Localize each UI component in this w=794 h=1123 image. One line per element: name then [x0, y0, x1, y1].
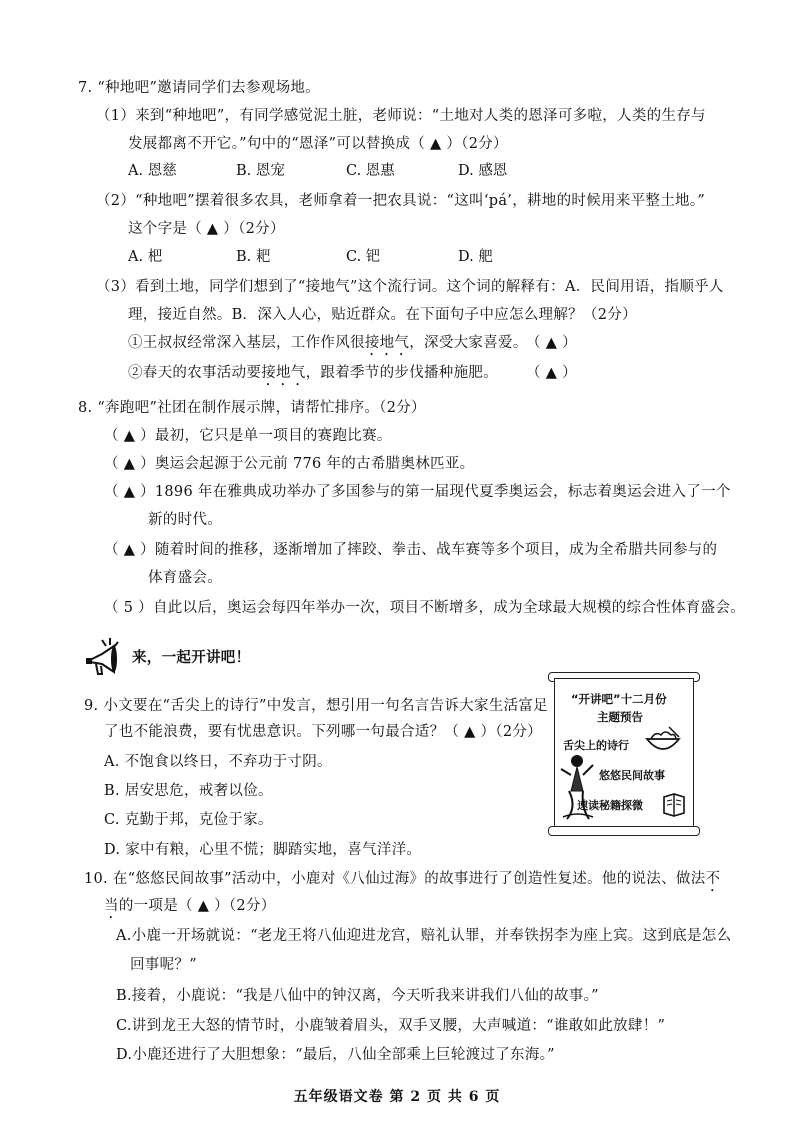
q10-option-a-line2: 回事呢？” — [130, 957, 197, 973]
section-heading: 来，一起开讲吧！ — [132, 650, 251, 666]
q7-sub3-line2: 理，接近自然。B．深入人心，贴近群众。在下面句子中应怎么理解？（2分） — [128, 307, 637, 323]
q7-sub3-answer1: （ ▲ ） — [526, 335, 577, 351]
page-footer: 五年级语文卷 第 2 页 共 6 页 — [293, 1089, 501, 1105]
q9-line1: 9. 小文要在“舌尖上的诗行”中发言，想引用一句名言告诉大家生活富足 — [84, 698, 548, 714]
q8-item1: （ ▲ ）最初，它只是单一项目的赛跑比赛。 — [104, 428, 392, 444]
term-jiediqi: 接地气 — [364, 335, 410, 351]
bowl-icon — [645, 725, 681, 757]
q7-sub2-line1: （2）“种地吧”摆着很多农具，老师拿着一把农具说：“这叫‘pá’，耕地的时候用来平整土地。” — [96, 193, 706, 209]
poster-topic1: 舌尖上的诗行 — [563, 739, 629, 752]
megaphone-icon — [84, 636, 128, 680]
poster-title: “开讲吧”十二月份 — [571, 692, 667, 706]
term-jiediqi: 接地气 — [261, 365, 306, 381]
option-b: B. 耙 — [236, 249, 271, 265]
q7-title: 7. “种地吧”邀请同学们去参观场地。 — [78, 80, 320, 96]
poster-subtitle: 主题预告 — [597, 710, 643, 724]
poster — [554, 678, 694, 832]
q7-sub2-line2: 这个字是（ ▲ ）（2分） — [128, 221, 285, 237]
q7-sub3-answer2: （ ▲ ） — [526, 365, 577, 381]
q10-option-d: D.小鹿还进行了大胆想象：“最后，八仙全部乘上巨轮渡过了东海。” — [116, 1047, 555, 1063]
q7-sub1-line2: 发展都离不开它。”句中的“恩泽”可以替换成（ ▲ ）（2分） — [128, 136, 508, 152]
q7-sub1-line1: （1）来到“种地吧”，有同学感觉泥土脏，老师说：“土地对人类的恩泽可多啦，人类的生存与 — [96, 108, 706, 124]
q7-sub3-sentence2: ②春天的农事活动要接地气，跟着季节的步伐播种施肥。 — [128, 365, 499, 381]
poster-roll-bottom — [548, 826, 700, 836]
option-b: B. 恩宠 — [236, 163, 285, 179]
emphasis-bu: 不 — [705, 871, 721, 887]
q7-sub2-options — [128, 247, 548, 267]
q8-item5: （ 5 ）自此以后，奥运会每四年举办一次，项目不断增多，成为全球最大规模的综合性体育盛会。 — [104, 600, 745, 616]
option-c: C. 钯 — [346, 249, 381, 265]
book-icon — [661, 791, 687, 817]
option-d: D. 感恩 — [458, 163, 508, 179]
emphasis-dang: 当 — [104, 898, 119, 914]
option-a: A. 杷 — [128, 249, 163, 265]
poster-topic3: 速读秘籍探微 — [577, 799, 643, 812]
option-a: A. 恩慈 — [128, 163, 177, 179]
q10-option-a-line1: A.小鹿一开场就说：“老龙王将八仙迎进龙宫，赔礼认罪，并奉铁拐李为座上宾。这到底是怎么 — [116, 928, 732, 944]
q7-sub3-sentence1: ①王叔叔经常深入基层，工作作风很接地气，深受大家喜爱。 — [128, 335, 528, 351]
q8-item4-line2: 体育盛会。 — [148, 570, 222, 586]
q10-line1: 10. 在“悠悠民间故事”活动中，小鹿对《八仙过海》的故事进行了创造性复述。他的说法、做法不 — [84, 871, 721, 887]
q8-item3-line2: 新的时代。 — [148, 512, 222, 528]
q8-item3-line1: （ ▲ ）1896 年在雅典成功举办了多国参与的第一届现代夏季奥运会，标志着奥运会进入了一个 — [104, 484, 731, 500]
q10-line2: 当的一项是（ ▲ ）（2分） — [104, 898, 276, 914]
q10-option-c: C.讲到龙王大怒的情节时，小鹿皱着眉头，双手叉腰，大声喊道：“谁敢如此放肆！” — [116, 1018, 666, 1034]
q10-option-b: B.接着，小鹿说：“我是八仙中的钟汉离，今天听我来讲我们八仙的故事。” — [116, 988, 599, 1004]
q8-item4-line1: （ ▲ ）随着时间的推移，逐渐增加了摔跤、拳击、战车赛等多个项目，成为全希腊共同参与的 — [104, 542, 718, 558]
q9-option-d: D. 家中有粮，心里不慌；脚踏实地，喜气洋洋。 — [104, 842, 422, 858]
q8-title: 8. “奔跑吧”社团在制作展示牌，请帮忙排序。（2分） — [78, 400, 426, 416]
option-c: C. 恩惠 — [346, 163, 395, 179]
poster-topic2: 悠悠民间故事 — [599, 769, 665, 782]
q9-option-a: A. 不饱食以终日，不弃功于寸阴。 — [104, 754, 332, 770]
q9-option-b: B. 居安思危，戒奢以俭。 — [104, 783, 273, 799]
q7-sub1-options — [128, 161, 548, 181]
q8-item2: （ ▲ ）奥运会起源于公元前 776 年的古希腊奥林匹亚。 — [104, 456, 475, 472]
option-d: D. 舥 — [458, 249, 493, 265]
q7-sub3-line1: （3）看到土地，同学们想到了“接地气”这个流行词。这个词的解释有：A．民间用语，指顺乎人 — [96, 279, 724, 295]
q9-option-c: C. 克勤于邦，克俭于家。 — [104, 812, 273, 828]
q9-line2: 了也不能浪费，要有忧患意识。下列哪一句最合适？（ ▲ ）（2分） — [104, 724, 542, 740]
